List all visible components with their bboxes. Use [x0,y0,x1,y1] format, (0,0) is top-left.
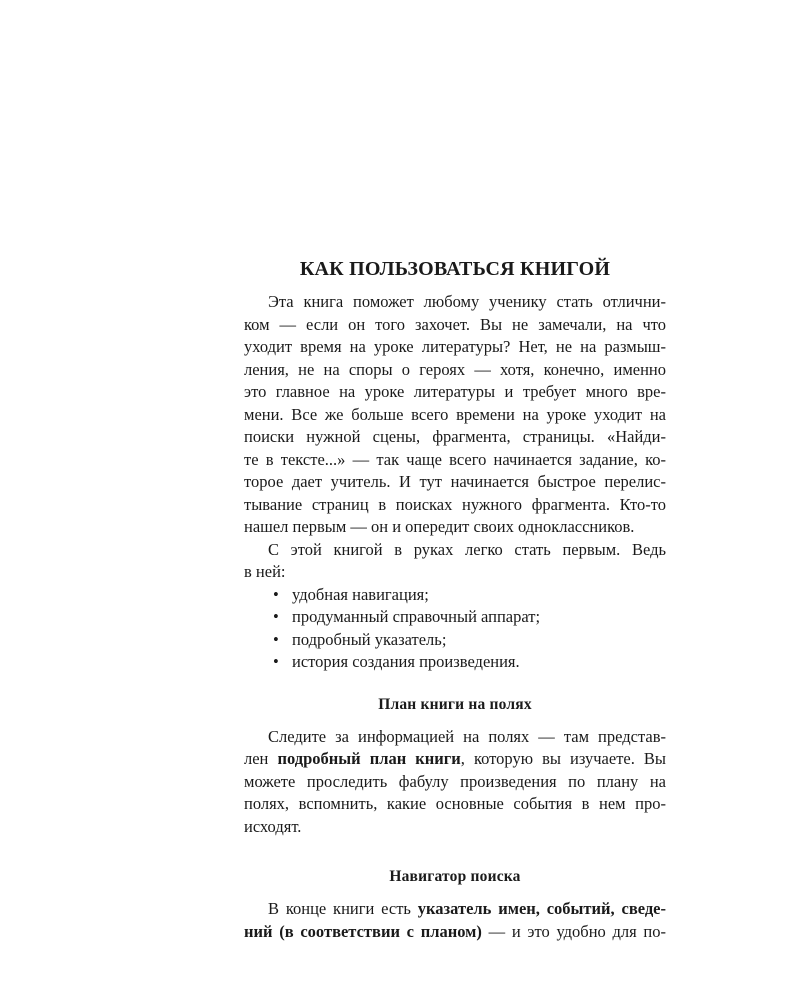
text-line: тывание страниц в поисках нужного фрагмента. Кто-то [244,494,666,514]
intro2-paragraph [244,539,666,584]
bold-term: ний (в соответствии с планом) [244,921,482,941]
text-line: С этой книгой в руках легко стать первым. Ведь [268,539,666,559]
text-line: Эта книга поможет любому ученику стать отлични- [268,292,666,311]
bold-term: указатель имен, событий, сведе- [417,899,666,918]
bullet-icon: • [273,629,279,649]
text-line: ления, не на споры о героях — хотя, конечно, именно [244,359,666,379]
list-item: • удобная навигация; [244,584,666,607]
list-item: • история создания произведения. [244,651,666,674]
page-content [244,258,666,943]
text-line: торое дает учитель. И тут начинается быстрое перелис- [244,472,666,491]
text-line: ний (в соответствии с планом) — и это удобно для по- [244,921,667,941]
text-line: мени. Все же больше всего времени на уроке уходит на [244,404,666,424]
section-navigator-paragraph [244,898,666,943]
text-line: ком — если он того захочет. Вы не замечали, на что [244,314,666,334]
bullet-icon: • [273,652,279,671]
text-line: полях, вспомнить, какие основные события в нем про- [244,794,666,813]
text-line: В конце книги есть указатель имен, событий, сведе- [268,899,666,918]
text-line: исходят. [244,816,302,836]
text-line: те в тексте...» — так чаще всего начинается задание, ко- [244,449,666,469]
text-line: это главное на уроке литературы и требует много вре- [244,382,666,401]
bullet-icon: • [273,607,279,626]
section-plan-paragraph [244,726,666,839]
text-line: Следите за информацией на полях — там представ- [268,726,666,746]
text-line: поиски нужной сцены, фрагмента, страницы. «Найди- [244,427,666,446]
text-line: в ней: [244,562,286,581]
intro-paragraph [244,291,666,539]
bold-term: подробный план книги [277,749,461,768]
list-item: • продуманный справочный аппарат; [244,606,666,629]
features-list [244,584,666,674]
bullet-icon: • [273,584,279,604]
text-line: лен подробный план книги, которую вы изучаете. Вы [244,749,666,768]
text-line: можете проследить фабулу произведения по плану на [244,771,666,791]
section-heading-navigator: Навигатор поиска [389,868,521,885]
text-line: уходит время на уроке литературы? Нет, не на размыш- [244,337,666,356]
section-heading-plan: План книги на полях [378,695,532,713]
list-item: • подробный указатель; [244,629,666,652]
page-title: КАК ПОЛЬЗОВАТЬСЯ КНИГОЙ [299,258,611,280]
text-line: нашел первым — он и опередит своих одноклассников. [244,517,635,536]
